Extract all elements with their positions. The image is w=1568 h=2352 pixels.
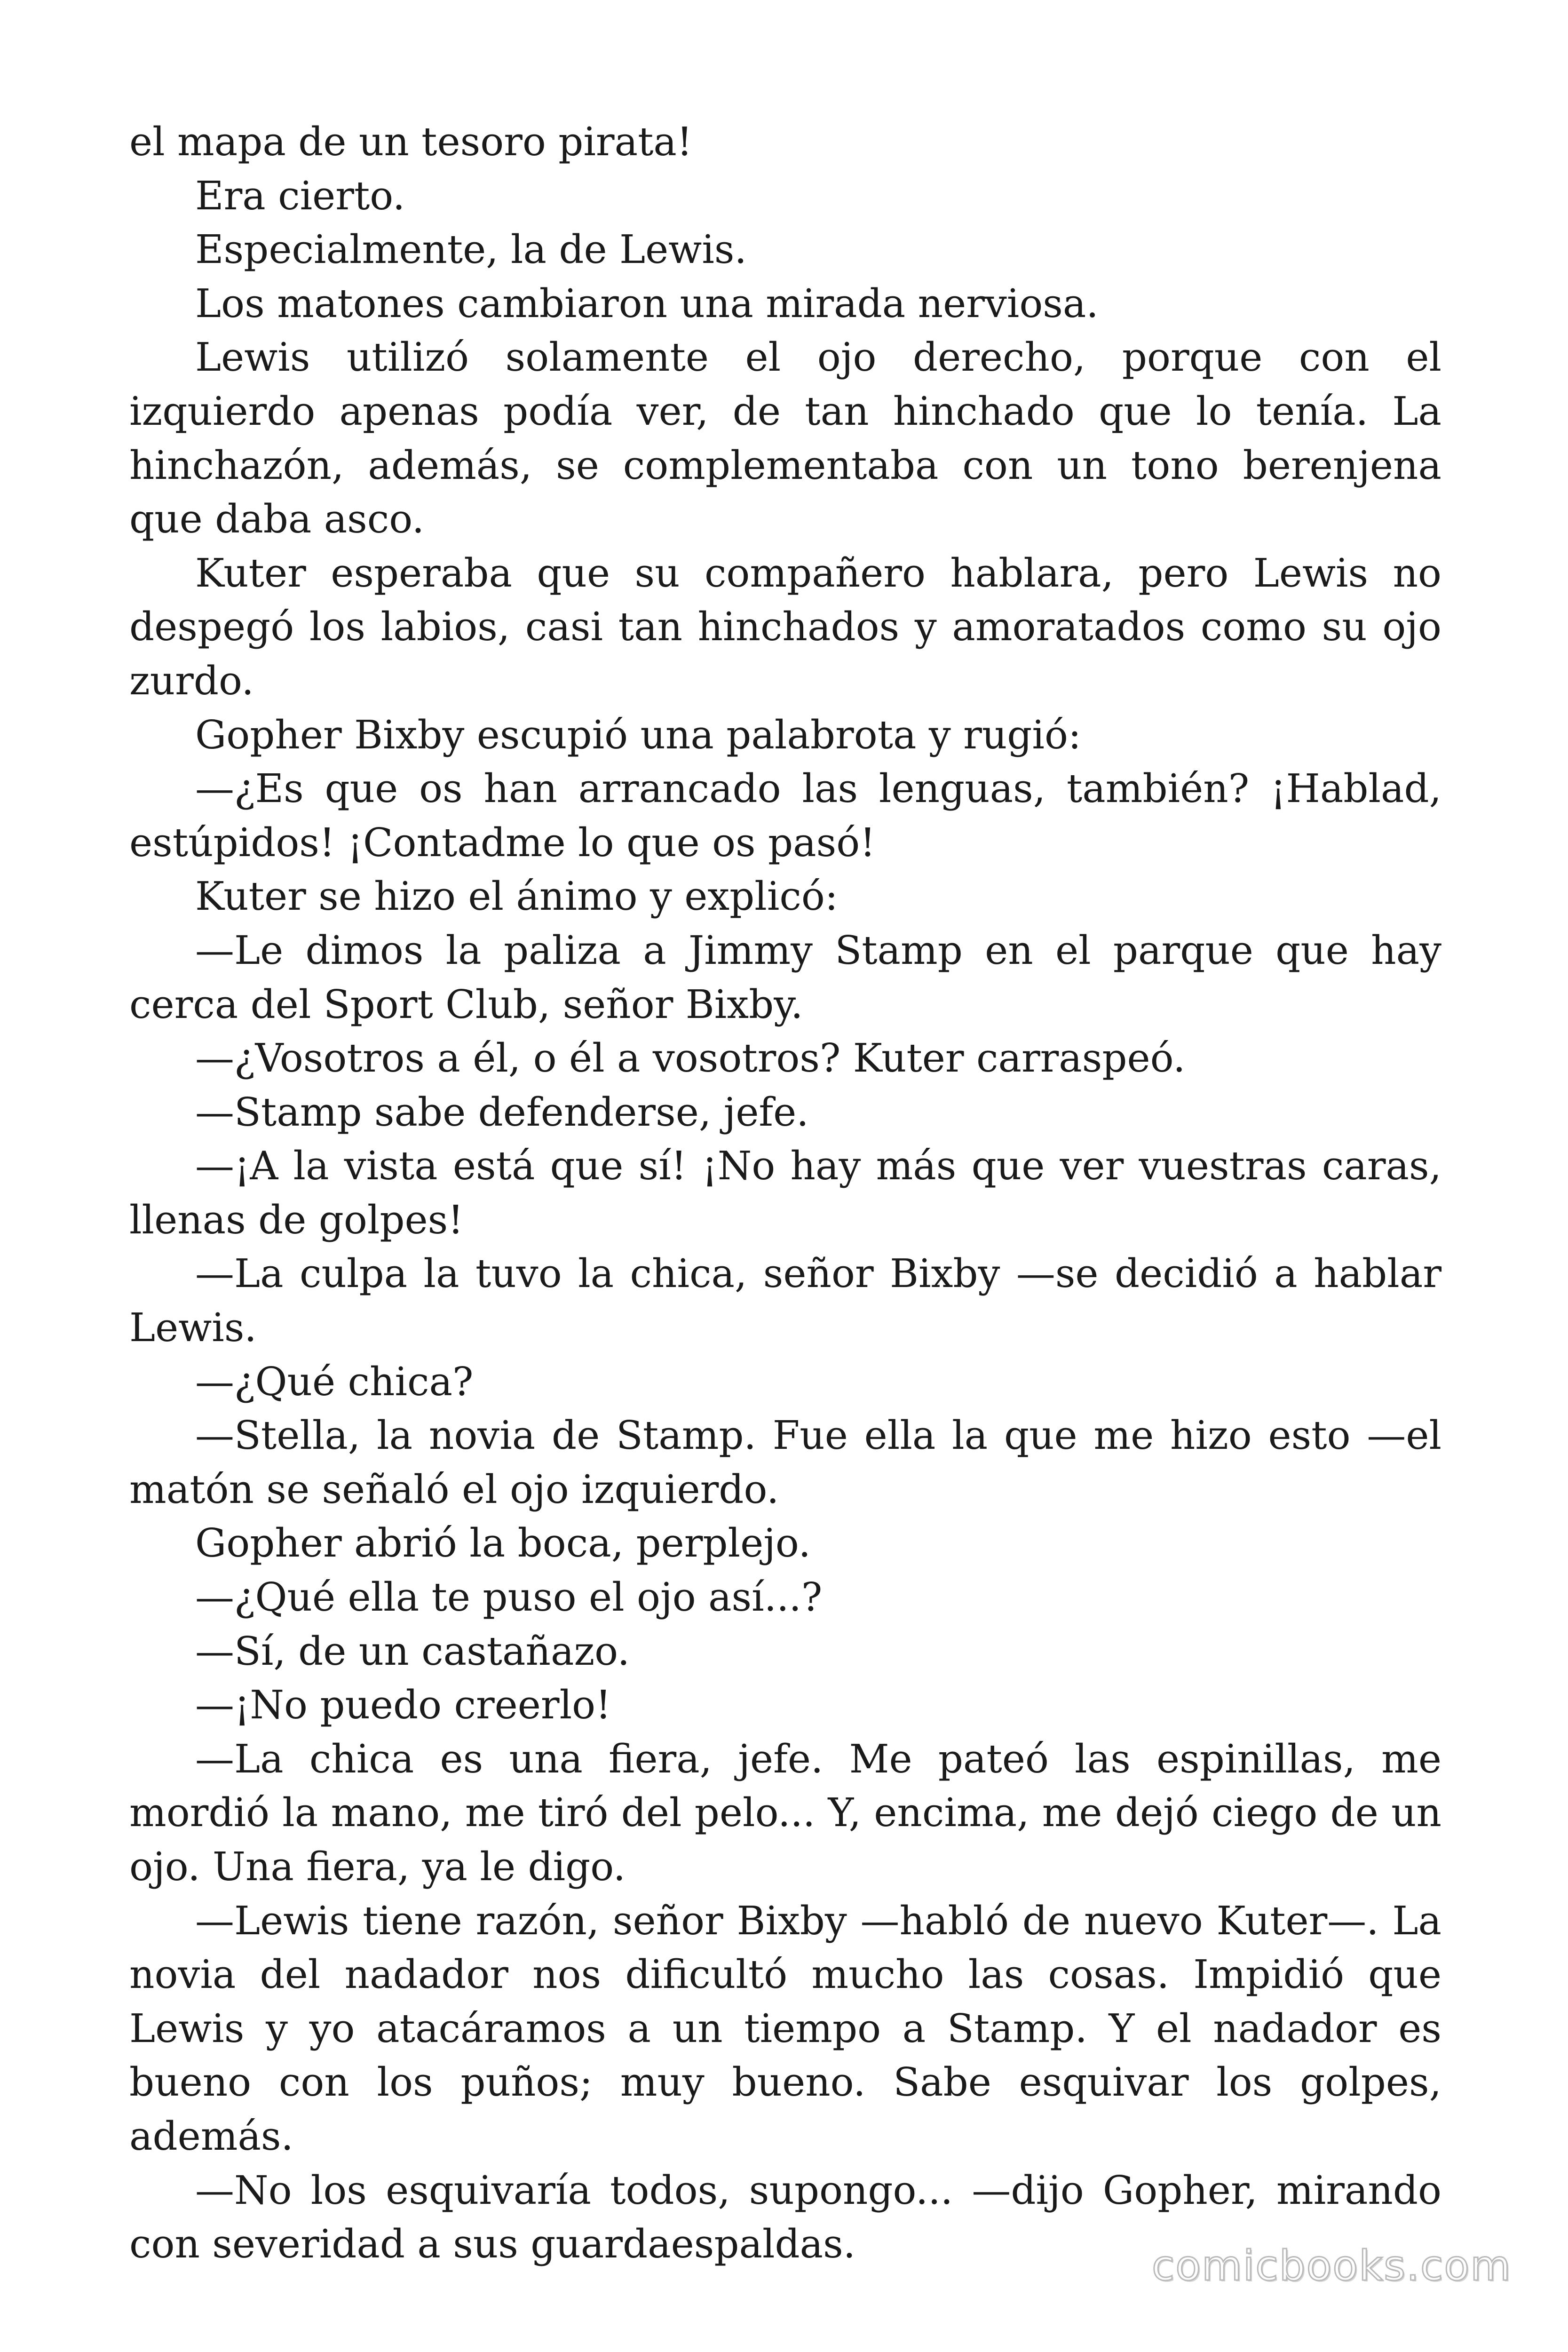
paragraph: —¿Es que os han arrancado las lenguas, también? ¡Hablad, estúpidos! ¡Contadme lo que os pasó! (129, 766, 1441, 866)
paragraph: —Lewis tiene razón, señor Bixby —habló de nuevo Kuter—. La novia del nadador nos dificultó mucho las cosas. Impidió que Lewis y yo atacáramos a un tiempo a Stamp. Y el nadador es bueno con los puños; muy bueno. Sabe esquivar los golpes, además. (129, 1898, 1441, 2159)
paragraph: Gopher Bixby escupió una palabrota y rugió: (195, 712, 1081, 758)
body-text (129, 115, 1441, 2272)
paragraph: —¿Qué chica? (195, 1359, 474, 1405)
paragraph: —¡No puedo creerlo! (195, 1682, 611, 1728)
paragraph: Especialmente, la de Lewis. (195, 227, 747, 273)
watermark: comicbooks.com (1151, 2241, 1512, 2290)
paragraph: —¡A la vista está que sí! ¡No hay más que ver vuestras caras, llenas de golpes! (129, 1143, 1441, 1243)
paragraph: —Stamp sabe defenderse, jefe. (195, 1089, 809, 1135)
paragraph: —¿Vosotros a él, o él a vosotros? Kuter carraspeó. (195, 1035, 1186, 1081)
paragraph: Los matones cambiaron una mirada nerviosa. (195, 280, 1099, 326)
paragraph: Lewis utilizó solamente el ojo derecho, porque con el izquierdo apenas podía ver, de tan hinchado que lo tenía. La hinchazón, además, se complementaba con un tono berenjena que daba asco. (129, 334, 1441, 542)
paragraph: el mapa de un tesoro pirata! (129, 119, 693, 165)
paragraph: —No los esquivaría todos, supongo... —dijo Gopher, mirando con severidad a sus guardaespaldas. (129, 2167, 1441, 2267)
paragraph: —Le dimos la paliza a Jimmy Stamp en el parque que hay cerca del Sport Club, señor Bixby. (129, 927, 1441, 1027)
paragraph: —La chica es una fiera, jefe. Me pateó las espinillas, me mordió la mano, me tiró del pelo... Y, encima, me dejó ciego de un ojo. Una fiera, ya le digo. (129, 1736, 1441, 1890)
paragraph: Era cierto. (195, 173, 405, 219)
paragraph: Kuter esperaba que su compañero hablara, pero Lewis no despegó los labios, casi tan hinchados y amoratados como su ojo zurdo. (129, 550, 1441, 704)
paragraph: —Stella, la novia de Stamp. Fue ella la que me hizo esto —el matón se señaló el ojo izquierdo. (129, 1413, 1441, 1512)
paragraph: Gopher abrió la boca, perplejo. (195, 1520, 811, 1566)
paragraph: Kuter se hizo el ánimo y explicó: (195, 874, 838, 920)
paragraph: —Sí, de un castañazo. (195, 1628, 630, 1674)
paragraph: —La culpa la tuvo la chica, señor Bixby —se decidió a hablar Lewis. (129, 1251, 1441, 1351)
paragraph: —¿Qué ella te puso el ojo así...? (195, 1574, 823, 1621)
